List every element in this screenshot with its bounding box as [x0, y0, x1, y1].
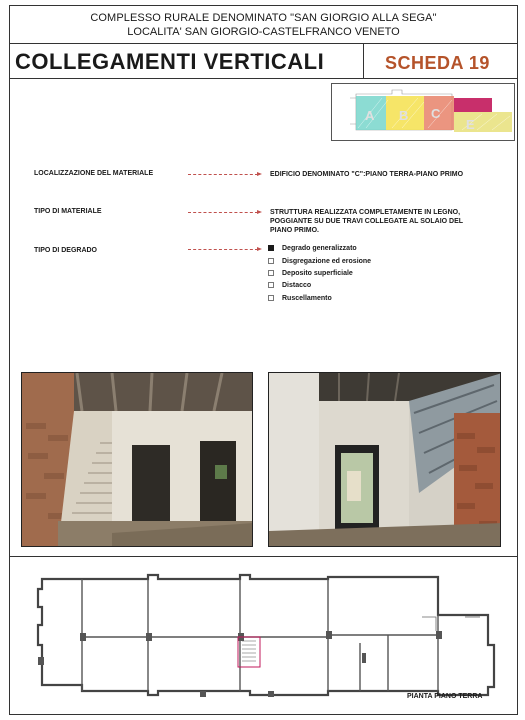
option-label: Disgregazione ed erosione [282, 258, 372, 265]
checkbox[interactable] [268, 270, 274, 276]
option-distacco[interactable] [268, 282, 311, 289]
key-map-drawing [332, 84, 514, 140]
option-degrado-generalizzato[interactable] [268, 245, 357, 252]
arrow-localizzazione [188, 174, 258, 175]
floor-plan-drawing [10, 557, 517, 715]
option-label: Degrado generalizzato [282, 245, 357, 252]
checkbox-checked[interactable] [268, 245, 274, 251]
localizzazione-value: EDIFICIO DENOMINATO "C":PIANO TERRA-PIANO PRIMO [270, 171, 464, 178]
option-label: Ruscellamento [282, 295, 332, 302]
option-disgregazione[interactable] [268, 258, 371, 265]
zone-label-e: E [466, 117, 475, 132]
arrow-tipo-materiale [188, 212, 258, 213]
zone-label-b: B [399, 108, 409, 123]
photo-staircase [21, 372, 253, 547]
zone-e [454, 112, 512, 132]
record-sheet [9, 5, 518, 715]
tipo-materiale-label: TIPO DI MATERIALE [34, 208, 102, 215]
zone-label-a: A [365, 108, 375, 123]
zone-d [454, 98, 492, 112]
staircase-marker [238, 637, 260, 667]
tipo-degrado-label: TIPO DI DEGRADO [34, 247, 98, 254]
tipo-materiale-value-1: STRUTTURA REALIZZATA COMPLETAMENTE IN LEGNO, [270, 209, 461, 216]
photo-staircase-image [22, 373, 253, 547]
option-ruscellamento[interactable] [268, 295, 332, 302]
checkbox[interactable] [268, 282, 274, 288]
tipo-materiale-value-3: PIANO PRIMO. [270, 227, 320, 234]
floor-plan-section [10, 556, 517, 714]
option-deposito[interactable] [268, 270, 353, 277]
option-label: Distacco [282, 282, 312, 289]
checkbox[interactable] [268, 258, 274, 264]
arrow-tipo-degrado [188, 249, 258, 250]
header-line-1: COMPLESSO RURALE DENOMINATO "SAN GIORGIO ALLA SEGA" [90, 12, 437, 24]
tipo-materiale-value-2: POGGIANTE SU DUE TRAVI COLLEGATE AL SOLAIO DEL [270, 218, 464, 225]
option-label: Deposito superficiale [282, 270, 353, 277]
plan-caption: PIANTA PIANO TERRA [407, 693, 483, 700]
zone-label-c: C [431, 106, 441, 121]
header-line-2: LOCALITA' SAN GIORGIO-CASTELFRANCO VENETO [127, 26, 400, 38]
localizzazione-label: LOCALIZZAZIONE DEL MATERIALE [34, 170, 154, 177]
scheda-number: SCHEDA 19 [385, 53, 490, 73]
page-title: COLLEGAMENTI VERTICALI [15, 49, 325, 74]
title-divider [363, 44, 364, 78]
title-bar [10, 43, 517, 79]
building-key-map [331, 83, 515, 141]
checkbox[interactable] [268, 295, 274, 301]
photo-doorway [268, 372, 501, 547]
photo-doorway-image [269, 373, 501, 547]
